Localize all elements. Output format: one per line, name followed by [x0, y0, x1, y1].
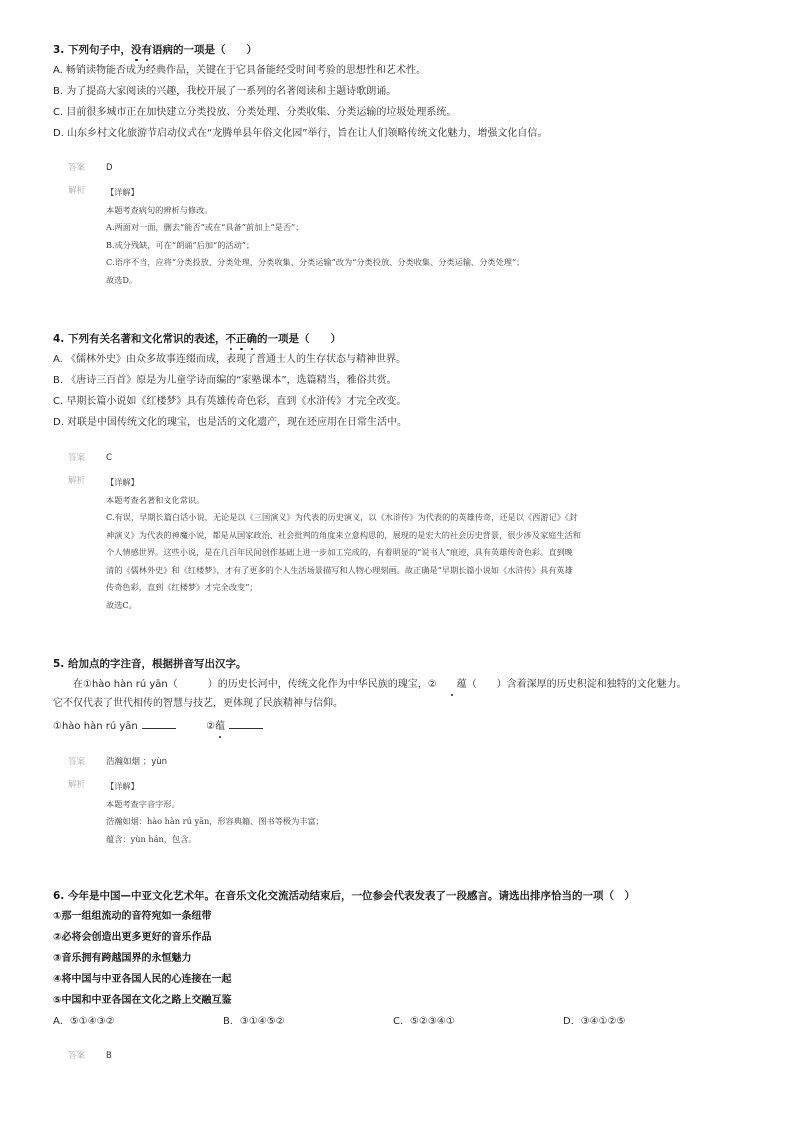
detail-heading: 【详解】 — [106, 477, 139, 487]
choice-d: D．③④①②⑤ — [563, 1016, 626, 1027]
analysis-label: 解析 — [68, 780, 86, 790]
question-number: 4. — [53, 333, 65, 345]
question-3 — [53, 43, 754, 148]
explanation-line: C.语序不当，应将“分类投放、分类处理、分类收集、分类运输”改为“分类投放、分类收集、分类运输、分类处理”； — [106, 257, 525, 267]
question-6-title — [53, 889, 754, 903]
emphasis-char: 没 — [130, 44, 142, 56]
passage-text: 在①hào hàn rú yān（ ）的历史长河中，传统文化作为中华民族的瑰宝，② — [73, 679, 437, 690]
explanation-line: 浩瀚如烟：hào hàn rú yān，形容典籍、图书等极为丰富； — [106, 816, 324, 826]
answer-value: C — [106, 453, 112, 463]
title-text: 今年是中国—中亚文化艺术年。在音乐文化交流活动结束后，一位参会代表发表了一段感言。请选出排序恰当的一项（ ） — [67, 890, 635, 902]
emphasis-dotted-char: 蕴 — [437, 678, 467, 692]
explanation-line: 个人情感世界。这些小说，是在几百年民间创作基础上进一步加工完成的，有着明显的“说书人”痕迹，具有英雄传奇色彩。直到晚 — [106, 547, 573, 557]
emphasis-char: 不 — [225, 333, 236, 345]
question-4 — [53, 332, 754, 437]
explanation-line: 清的《儒林外史》和《红楼梦》，才有了更多的个人生活场景描写和人物心理刻画。故正确是“早期长篇小说如《水浒传》具有英雄 — [106, 564, 573, 575]
passage — [53, 678, 754, 692]
sentence-4: ④将中国与中亚各国人民的心连接在一起 — [53, 974, 232, 985]
detail-heading: 【详解】 — [106, 781, 139, 791]
explanation-line: C.有误，早期长篇白话小说，无论是以《三国演义》为代表的历史演义，以《水浒传》为代表的的英雄传奇，还是以《西游记》《封 — [106, 512, 578, 522]
answer-block-5 — [68, 755, 754, 848]
option-b: B. 为了提高大家阅读的兴趣，我校开展了一系列的名著阅读和主题诗歌朗诵。 — [53, 86, 397, 97]
detail-heading: 【详解】 — [106, 187, 139, 197]
emphasis-dotted-text — [225, 333, 257, 345]
passage-text: （ ）含着深厚的历史积淀和独特的文化魅力。 — [466, 679, 687, 690]
explanation-line: A.两面对一面，删去“能否”或在“具备”前加上“是否”； — [106, 222, 304, 232]
emphasis-dotted-text — [131, 44, 152, 56]
explanation-line: 本题考查病句的辨析与修改。 — [106, 204, 213, 215]
passage-line-2: 它不仅代表了世代相传的智慧与技艺，更体现了民族精神与信仰。 — [53, 698, 343, 709]
emphasis-dotted-char: 蕴 — [215, 721, 226, 732]
question-number: 5. — [53, 658, 65, 670]
explanation — [106, 474, 581, 614]
answer-label: 答案 — [68, 757, 86, 767]
explanation-line: 蕴含：yùn hán，包含。 — [106, 833, 197, 844]
question-4-title — [53, 332, 754, 346]
sentence-3: ③音乐拥有跨越国界的永恒魅力 — [53, 953, 192, 964]
question-number: 6. — [53, 890, 65, 902]
title-text: 下列句子中， — [67, 44, 131, 56]
title-text: 的一项是（ ） — [256, 333, 341, 345]
answer-block-3 — [68, 161, 754, 289]
emphasis-char: 有 — [141, 44, 152, 56]
explanation-line: B.成分残缺，可在“朗诵”后加“的活动”； — [106, 239, 255, 250]
emphasis-char: 正 — [235, 333, 247, 345]
title-text: 给加点的字注音，根据拼音写出汉字。 — [67, 658, 247, 670]
answer-label: 答案 — [68, 163, 86, 173]
option-d: D. 山东乡村文化旅游节启动仪式在“龙腾单县年俗文化园”举行，旨在让人们领略传统文化魅力，增强文化自信。 — [53, 128, 548, 139]
title-text: 下列有关名著和文化常识的表述， — [67, 333, 226, 345]
sentence-5: ⑤中国和中亚各国在文化之路上交融互鉴 — [53, 995, 232, 1006]
question-6 — [53, 889, 754, 1029]
explanation-line: 神演义》为代表的神魔小说，都是从国家政治、社会批判的角度来立意构思的，展现的是宏大的社会历史背景，很少涉及家庭生活和 — [106, 529, 581, 540]
analysis-label: 解析 — [68, 186, 86, 196]
answer-value: 浩瀚如烟 ；yùn — [106, 757, 168, 767]
explanation-line: 本题考查字音字形。 — [106, 798, 180, 809]
fill-prompt: ② — [206, 721, 216, 732]
sentence-1: ①那一组组流动的音符宛如一条纽带 — [53, 911, 212, 922]
explanation — [106, 778, 324, 848]
answer-value: D — [106, 163, 113, 173]
explanation — [106, 184, 524, 289]
emphasis-char: 确 — [246, 333, 257, 345]
question-5 — [53, 657, 754, 741]
analysis-label: 解析 — [68, 476, 86, 486]
answer-block-6 — [68, 1049, 754, 1063]
option-c: C. 早期长篇小说如《红楼梦》具有英雄传奇色彩，直到《水浒传》才完全改变。 — [53, 396, 407, 407]
answer-blank[interactable] — [229, 718, 263, 729]
choice-a: A．⑤①④③② — [53, 1016, 115, 1027]
fill-in-line — [53, 718, 754, 734]
option-a: A. 《儒林外史》由众多故事连缀而成，表现了普通士人的生存状态与精神世界。 — [53, 354, 407, 365]
question-number: 3. — [53, 44, 65, 56]
question-5-title — [53, 657, 754, 671]
explanation-line: 故选D。 — [106, 274, 138, 285]
choice-row — [53, 1015, 754, 1029]
option-c: C. 目前很多城市正在加快建立分类投放、分类处理、分类收集、分类运输的垃圾处理系统。 — [53, 107, 457, 118]
explanation-line: 故选C。 — [106, 599, 137, 610]
answer-blank[interactable] — [142, 718, 176, 729]
explanation-line: 传奇色彩，直到《红楼梦》才完全改变”； — [106, 582, 258, 592]
answer-label: 答案 — [68, 1051, 86, 1061]
answer-value: B — [106, 1051, 112, 1061]
fill-prompt: ①hào hàn rú yān — [53, 721, 138, 732]
title-text: 语病的一项是（ ） — [151, 44, 257, 56]
option-b: B. 《唐诗三百首》原是为儿童学诗而编的“家塾课本”，选篇精当，雅俗共赏。 — [53, 375, 397, 386]
choice-b: B．③①④⑤② — [223, 1016, 285, 1027]
answer-block-4 — [68, 451, 754, 614]
choice-c: C．⑤②③④① — [393, 1016, 455, 1027]
question-3-title — [53, 43, 754, 57]
explanation-line: 本题考查名著和文化常识。 — [106, 494, 205, 505]
answer-label: 答案 — [68, 453, 86, 463]
option-d: D. 对联是中国传统文化的瑰宝，也是活的文化遗产，现在还应用在日常生活中。 — [53, 417, 408, 428]
option-a: A. 畅销读物能否成为经典作品，关键在于它具备能经受时间考验的思想性和艺术性。 — [53, 65, 427, 76]
sentence-2: ②必将会创造出更多更好的音乐作品 — [53, 932, 212, 943]
